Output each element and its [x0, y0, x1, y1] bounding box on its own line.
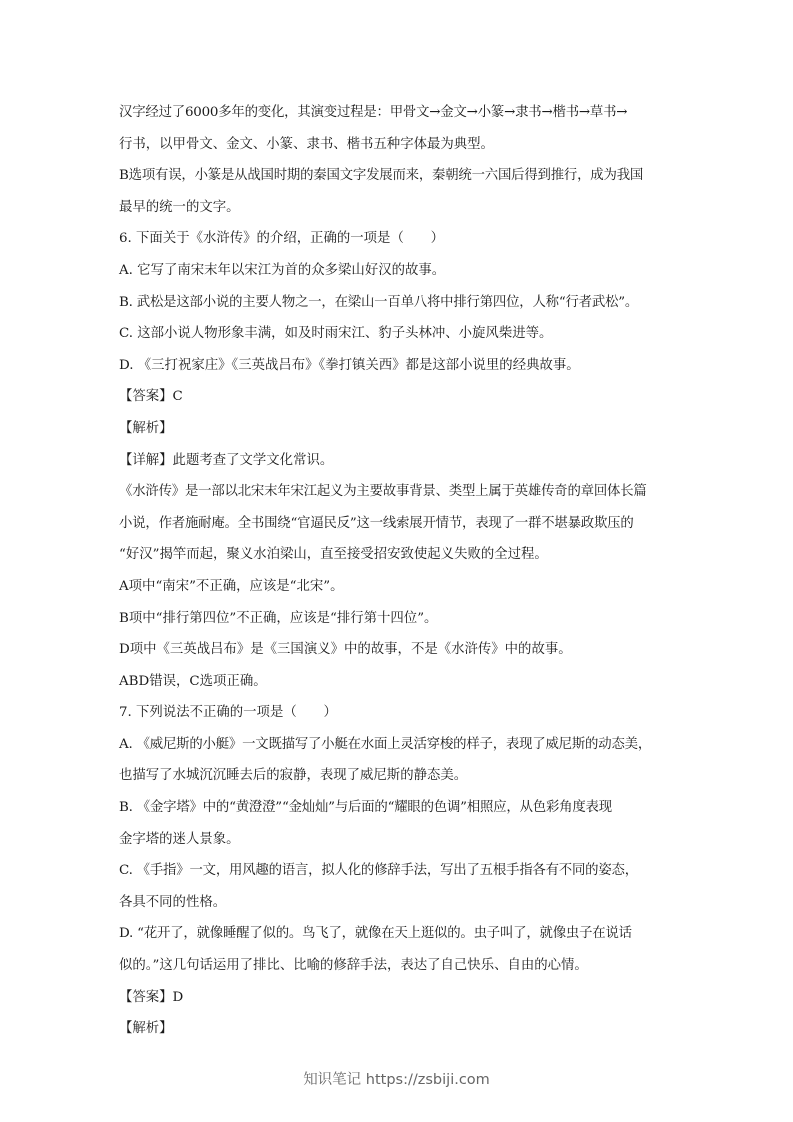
question-6-answer: 【答案】C	[119, 389, 183, 405]
text-line: 行书，以甲骨文、金文、小篆、隶书、楷书五种字体最为典型。	[119, 136, 494, 152]
text-line: B项中“排行第四位”不正确，应该是“排行第十四位”。	[119, 610, 438, 626]
text-line: ABD错误，C选项正确。	[119, 673, 267, 689]
question-6-option-a: A. 它写了南宋末年以宋江为首的众多梁山好汉的故事。	[119, 262, 446, 278]
page-footer-watermark: 知识笔记 https://zsbiji.com	[303, 1072, 490, 1088]
text-line: 金字塔的迷人景象。	[119, 831, 240, 847]
question-7-option-c: C. 《手指》一文，用风趣的语言，拟人化的修辞手法，写出了五根手指各有不同的姿态，	[119, 863, 638, 879]
question-7-option-d: D. “花开了，就像睡醒了似的。鸟飞了，就像在天上逛似的。虫子叫了，就像虫子在说话	[119, 926, 632, 942]
text-line: A项中“南宋”不正确，应该是“北宋”。	[119, 578, 344, 594]
text-line: 《水浒传》是一部以北宋末年宋江起义为主要故事背景、类型上属于英雄传奇的章回体长篇	[119, 484, 647, 500]
question-6-detail: 【详解】此题考查了文学文化常识。	[119, 452, 334, 468]
question-7-option-b: B. 《金字塔》中的“黄澄澄”“金灿灿”与后面的“耀眼的色调”相照应，从色彩角度表现	[119, 800, 612, 816]
question-6-analysis-label: 【解析】	[119, 420, 173, 436]
text-line: 各具不同的性格。	[119, 894, 227, 910]
question-7-answer: 【答案】D	[119, 989, 184, 1005]
text-line: 也描写了水城沉沉睡去后的寂静，表现了威尼斯的静态美。	[119, 768, 468, 784]
question-7-title: 7. 下列说法不正确的一项是（ ）	[119, 705, 337, 721]
question-6-title: 6. 下面关于《水浒传》的介绍，正确的一项是（ ）	[119, 231, 445, 247]
text-line: 最早的统一的文字。	[119, 199, 240, 215]
question-7-analysis-label: 【解析】	[119, 1021, 173, 1037]
question-6-option-c: C. 这部小说人物形象丰满，如及时雨宋江、豹子头林冲、小旋风柴进等。	[119, 326, 553, 342]
document-body	[119, 97, 679, 1045]
text-line: D项中《三英战吕布》是《三国演义》中的故事，不是《水浒传》中的故事。	[119, 642, 572, 658]
question-6-option-d: D. 《三打祝家庄》《三英战吕布》《拳打镇关西》都是这部小说里的经典故事。	[119, 357, 580, 373]
question-7-option-a: A. 《威尼斯的小艇》一文既描写了小艇在水面上灵活穿梭的样子，表现了威尼斯的动态美，	[119, 736, 652, 752]
text-line: 汉字经过了6000多年的变化，其演变过程是：甲骨文→金文→小篆→隶书→楷书→草书→	[119, 105, 628, 120]
text-line: 小说，作者施耐庵。全书围绕“官逼民反”这一线索展开情节，表现了一群不堪暴政欺压的	[119, 515, 634, 531]
question-6-option-b: B. 武松是这部小说的主要人物之一，在梁山一百单八将中排行第四位，人称“行者武松”。	[119, 294, 639, 310]
text-line: 似的。”这几句话运用了排比、比喻的修辞手法，表达了自己快乐、自由的心情。	[119, 958, 588, 974]
text-line: B选项有误，小篆是从战国时期的秦国文字发展而来，秦朝统一六国后得到推行，成为我国	[119, 168, 644, 184]
text-line: “好汉”揭竿而起，聚义水泊梁山，直至接受招安致使起义失败的全过程。	[119, 547, 548, 563]
